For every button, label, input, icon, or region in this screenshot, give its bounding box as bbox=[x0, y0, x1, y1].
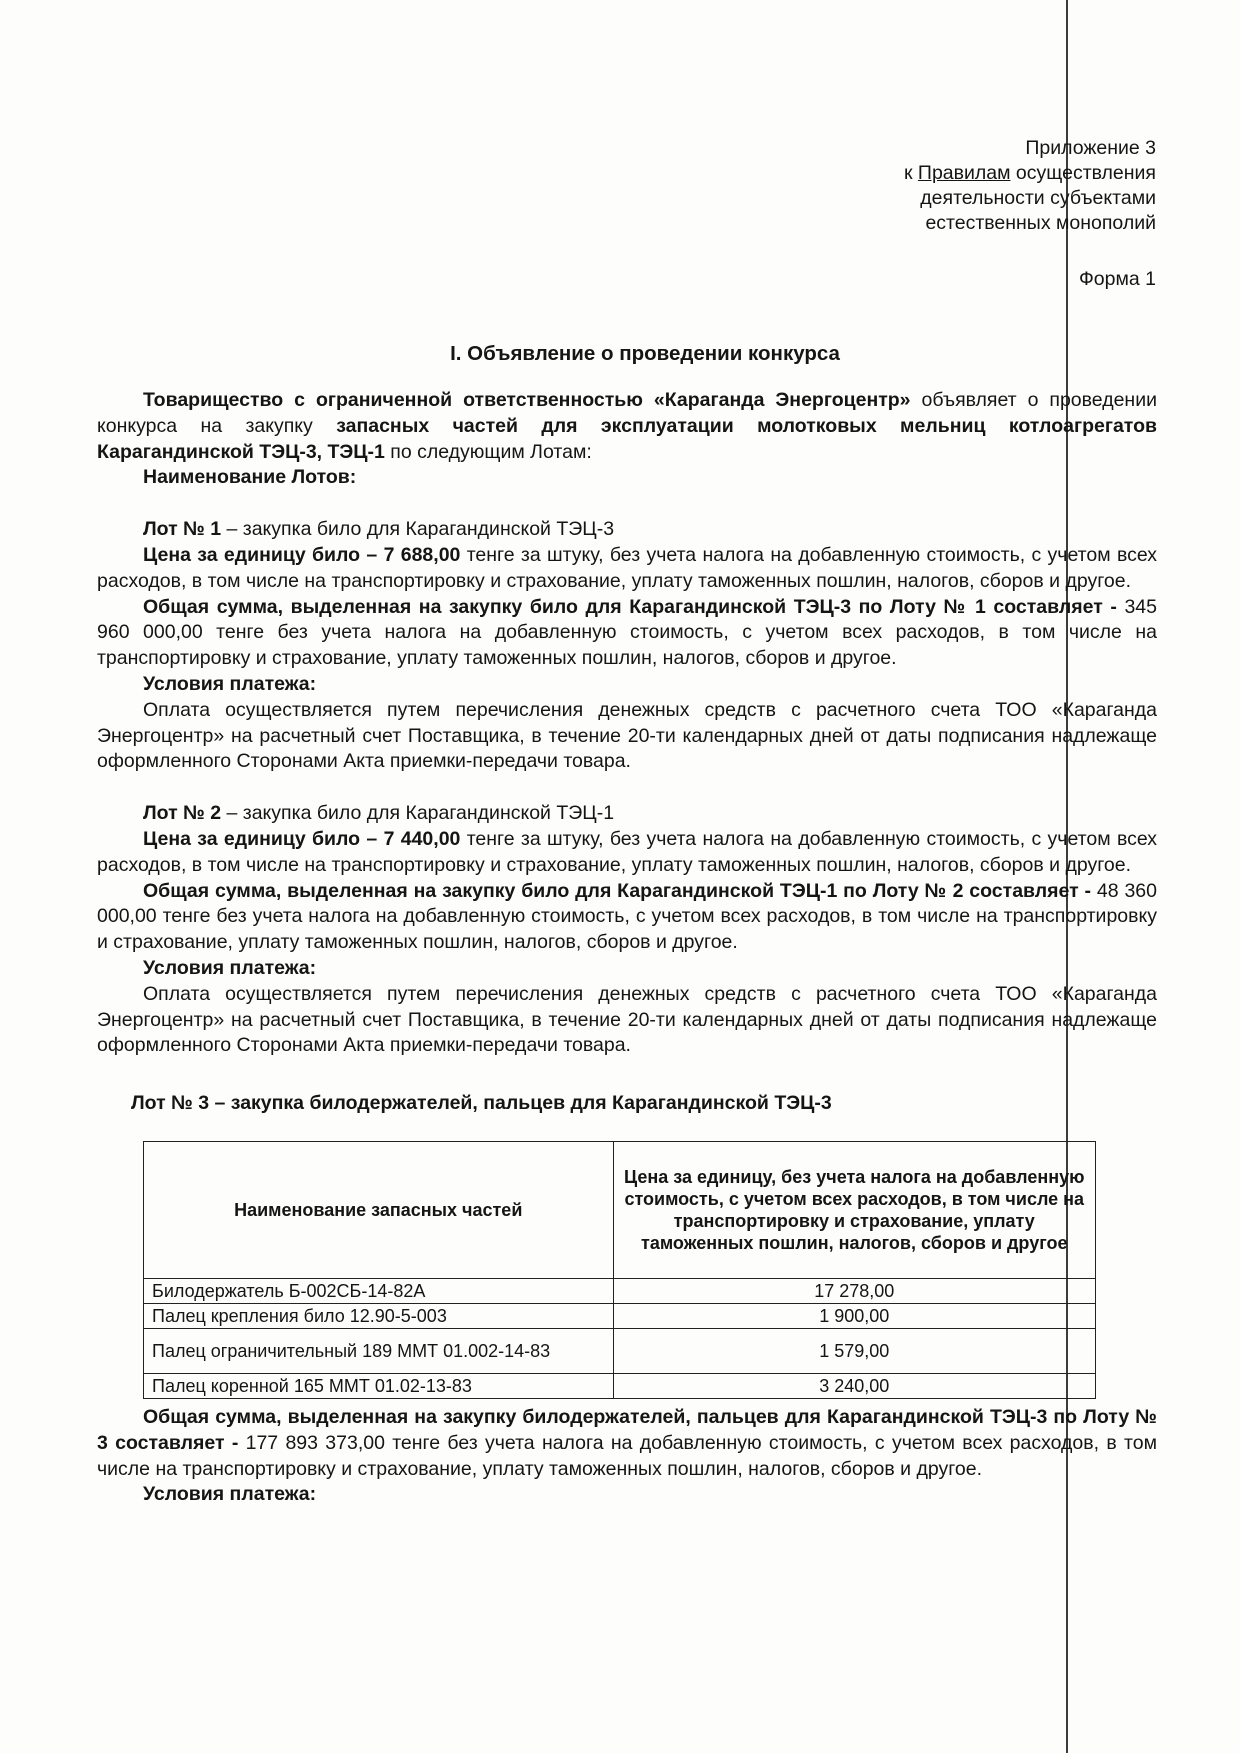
appendix-rules-line bbox=[904, 161, 1156, 186]
intro-paragraph bbox=[97, 388, 1157, 465]
appendix-suffix: осуществления bbox=[1010, 162, 1156, 184]
lot3-total-text: 177 893 373,00 тенге без учета налога на добавленную стоимость, с учетом всех расходов, в том числе на транспортировку и страхование, уплату таможенных пошлин, налогов, сборов и другое. bbox=[97, 1431, 1157, 1480]
lot1-label: Лот № 1 bbox=[143, 518, 222, 541]
document-body bbox=[97, 388, 1157, 1508]
lot3-total-label: Общая сумма, выделенная на закупку билодержателей, пальцев для Карагандинской ТЭЦ-3 по Лоту № 3 составляет - bbox=[97, 1405, 1157, 1454]
part-name: Палец ограничительный 189 ММТ 01.002-14-83 bbox=[144, 1328, 614, 1373]
table-header-row bbox=[144, 1141, 1096, 1278]
lot1-price-label: Цена за единицу било – 7 688,00 bbox=[143, 543, 461, 566]
part-name: Палец коренной 165 ММТ 01.02-13-83 bbox=[144, 1373, 614, 1398]
table-row bbox=[144, 1328, 1096, 1373]
lot1-price bbox=[97, 543, 1157, 595]
lot3-total bbox=[97, 1405, 1157, 1482]
lot1-title bbox=[97, 517, 1157, 543]
lot2-title bbox=[97, 801, 1157, 827]
lot1-payment-text: Оплата осуществляется путем перечисления денежных средств с расчетного счета ТОО «Караганда Энергоцентр» на расчетный счет Поставщика, в течение 20-ти календарных дней от даты подписания надлежаще оформленного Сторонами Акта приемки-передачи товара. bbox=[97, 698, 1157, 773]
part-price: 3 240,00 bbox=[613, 1373, 1096, 1398]
column-header-name: Наименование запасных частей bbox=[144, 1141, 614, 1278]
lot2-title-text: – закупка било для Карагандинской ТЭЦ-1 bbox=[221, 802, 615, 825]
part-price: 1 579,00 bbox=[613, 1328, 1096, 1373]
lot2-total bbox=[97, 879, 1157, 956]
part-name: Билодержатель Б-002СБ-14-82А bbox=[144, 1278, 614, 1303]
lot1-price-text: тенге за штуку, без учета налога на добавленную стоимость, с учетом всех расходов, в том числе на транспортировку и страхование, уплату таможенных пошлин, налогов, сборов и другое. bbox=[97, 543, 1158, 592]
table-row bbox=[144, 1278, 1096, 1303]
lot2-price-label: Цена за единицу било – 7 440,00 bbox=[143, 827, 461, 850]
part-price: 1 900,00 bbox=[613, 1303, 1096, 1328]
organization-name: Товарищество с ограниченной ответственностью «Караганда Энергоцентр» bbox=[143, 389, 911, 411]
lot1-total bbox=[97, 595, 1157, 672]
lot1-total-text: 345 960 000,00 тенге без учета налога на добавленную стоимость, с учетом всех расходов, в том числе на транспортировку и страхование, уплату таможенных пошлин, налогов, сборов и другое. bbox=[97, 595, 1157, 670]
lots-heading: Наименование Лотов: bbox=[143, 466, 357, 489]
document-title: I. Объявление о проведении конкурса bbox=[450, 342, 840, 365]
lot2-label: Лот № 2 bbox=[143, 802, 222, 825]
appendix-line-4: естественных монополий bbox=[925, 212, 1156, 234]
appendix-prefix: к bbox=[903, 162, 918, 184]
column-header-price: Цена за единицу, без учета налога на добавленную стоимость, с учетом всех расходов, в том числе на транспортировку и страхование, уплату таможенных пошлин, налогов, сборов и другое bbox=[613, 1141, 1096, 1278]
lot2-price bbox=[97, 827, 1157, 879]
table-row bbox=[144, 1373, 1096, 1398]
lot2-payment-text: Оплата осуществляется путем перечисления денежных средств с расчетного счета ТОО «Караганда Энергоцентр» на расчетный счет Поставщика, в течение 20-ти календарных дней от даты подписания надлежаще оформленного Сторонами Акта приемки-передачи товара. bbox=[97, 982, 1157, 1057]
appendix-line-3: деятельности субъектами bbox=[920, 187, 1156, 209]
part-price: 17 278,00 bbox=[613, 1278, 1096, 1303]
lot1-total-label: Общая сумма, выделенная на закупку било для Карагандинской ТЭЦ-3 по Лоту № 1 составляет - bbox=[143, 595, 1117, 618]
form-number: Форма 1 bbox=[1078, 268, 1156, 290]
lot2-total-label: Общая сумма, выделенная на закупку било для Карагандинской ТЭЦ-1 по Лоту № 2 составляет - bbox=[143, 879, 1092, 902]
lot1-title-text: – закупка било для Карагандинской ТЭЦ-3 bbox=[221, 518, 615, 541]
lot2-price-text: тенге за штуку, без учета налога на добавленную стоимость, с учетом всех расходов, в том числе на транспортировку и страхование, уплату таможенных пошлин, налогов, сборов и другое. bbox=[97, 827, 1158, 876]
part-name: Палец крепления било 12.90-5-003 bbox=[144, 1303, 614, 1328]
intro-text-2: по следующим Лотам: bbox=[384, 440, 592, 463]
lot3-heading: Лот № 3 – закупка билодержателей, пальцев для Карагандинской ТЭЦ-3 bbox=[131, 1092, 832, 1115]
lot1-payment-heading: Условия платежа: bbox=[143, 672, 317, 695]
lot2-total-text: 48 360 000,00 тенге без учета налога на добавленную стоимость, с учетом всех расходов, в том числе на транспортировку и страхование, уплату таможенных пошлин, налогов, сборов и другое. bbox=[97, 879, 1157, 954]
procurement-subject: запасных частей для эксплуатации молотковых мельниц котлоагрегатов Карагандинской ТЭЦ-3, ТЭЦ-1 bbox=[97, 414, 1157, 463]
spare-parts-table bbox=[143, 1141, 1096, 1399]
table-row bbox=[144, 1303, 1096, 1328]
rules-link[interactable]: Правилам bbox=[917, 162, 1011, 184]
lot3-payment-heading: Условия платежа: bbox=[143, 1483, 317, 1506]
intro-text-1: объявляет о проведении конкурса на закупку bbox=[97, 389, 1157, 437]
appendix-reference bbox=[904, 136, 1156, 236]
appendix-number: Приложение 3 bbox=[1025, 137, 1156, 159]
lot2-payment-heading: Условия платежа: bbox=[143, 956, 317, 979]
